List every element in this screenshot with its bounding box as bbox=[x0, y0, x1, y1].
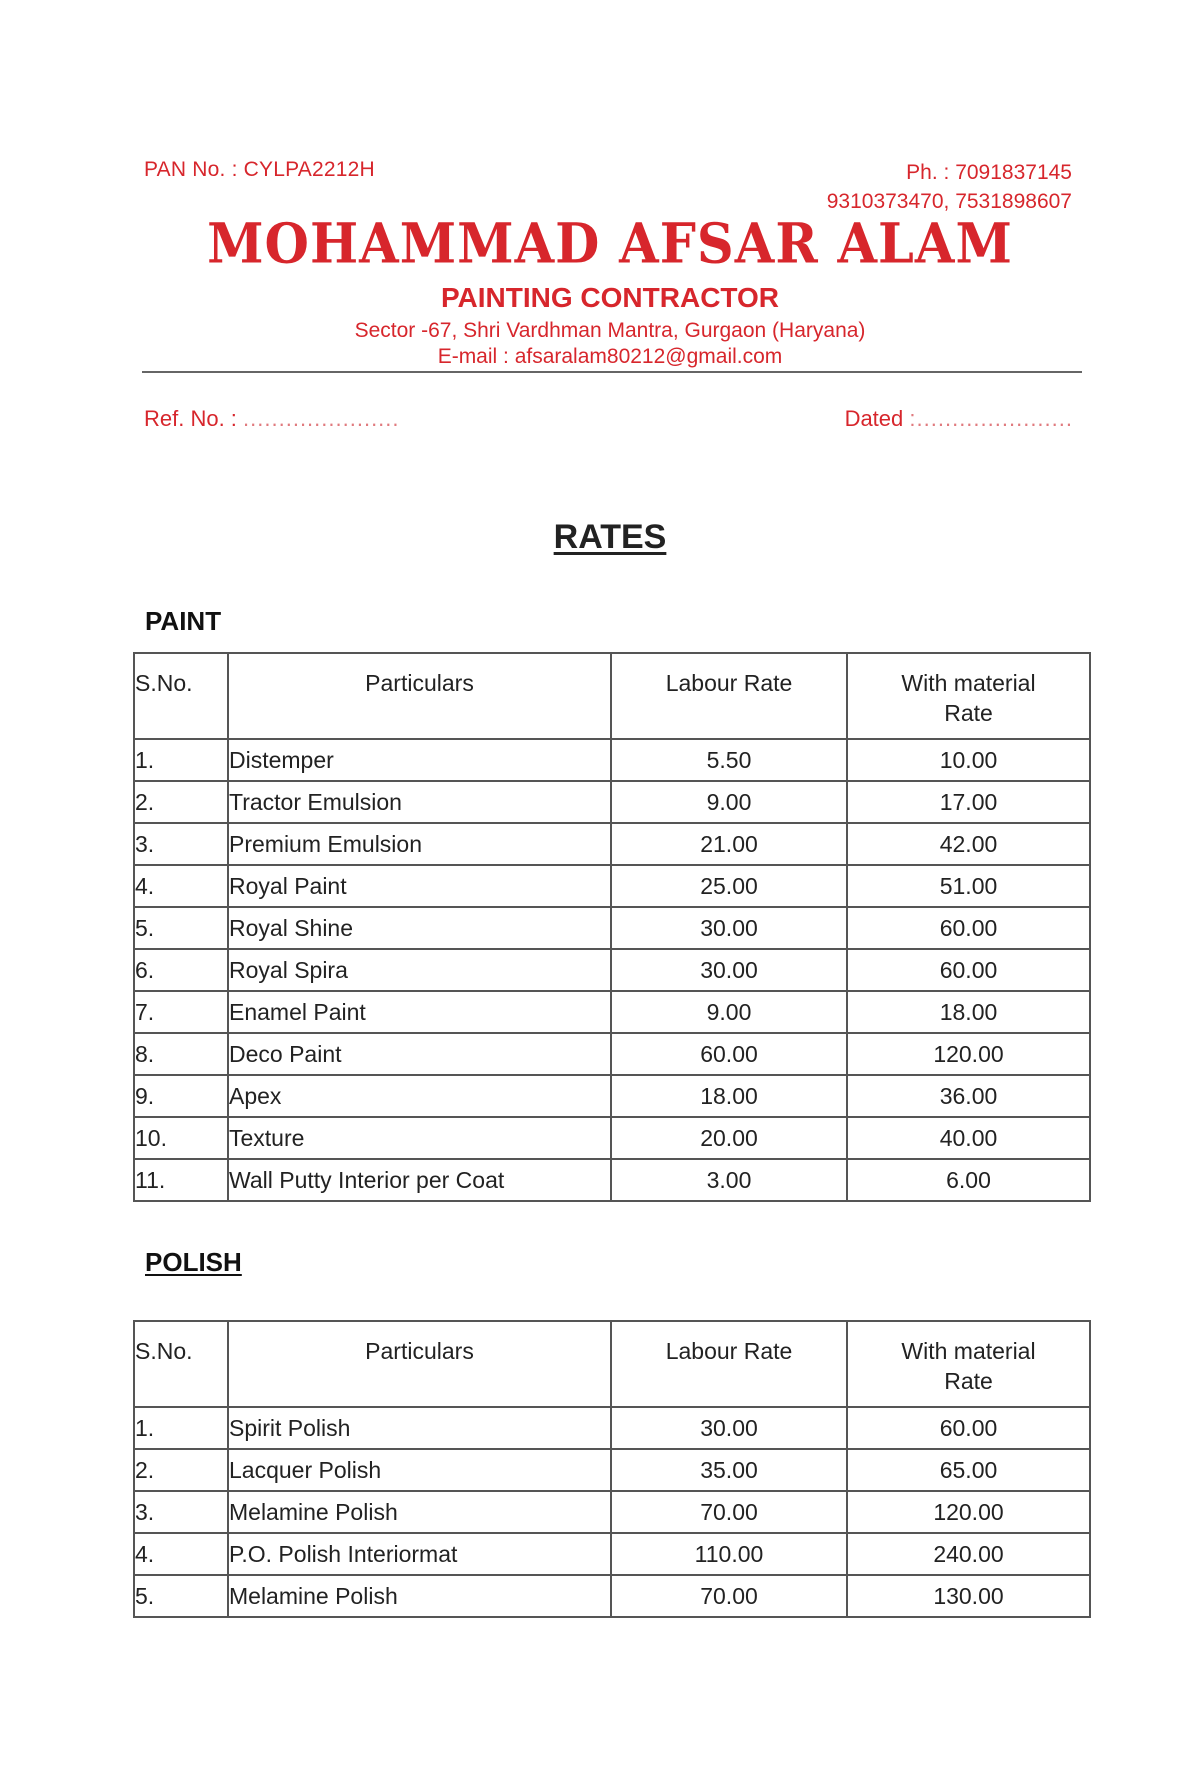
cell-labour-rate: 110.00 bbox=[611, 1533, 847, 1575]
table-row bbox=[134, 1159, 1090, 1201]
cell-material-rate: 60.00 bbox=[847, 907, 1090, 949]
page-title: RATES bbox=[553, 518, 667, 556]
pan-number: PAN No. : CYLPA2212H bbox=[144, 158, 375, 181]
column-header-sno: S.No. bbox=[134, 653, 228, 739]
cell-particular: Apex bbox=[228, 1075, 611, 1117]
cell-material-rate: 18.00 bbox=[847, 991, 1090, 1033]
cell-sno: 8. bbox=[134, 1033, 228, 1075]
cell-particular: Distemper bbox=[228, 739, 611, 781]
cell-material-rate: 130.00 bbox=[847, 1575, 1090, 1617]
cell-labour-rate: 20.00 bbox=[611, 1117, 847, 1159]
cell-particular: Royal Paint bbox=[228, 865, 611, 907]
paint-rates-table bbox=[133, 652, 1091, 1202]
material-header-line-1: With material bbox=[901, 670, 1036, 696]
polish-section-heading: POLISH bbox=[145, 1247, 242, 1277]
table-row bbox=[134, 1075, 1090, 1117]
cell-particular: Royal Shine bbox=[228, 907, 611, 949]
material-header-line-2: Rate bbox=[944, 1368, 993, 1394]
cell-labour-rate: 9.00 bbox=[611, 781, 847, 823]
cell-material-rate: 40.00 bbox=[847, 1117, 1090, 1159]
cell-particular: Melamine Polish bbox=[228, 1491, 611, 1533]
profession-title: PAINTING CONTRACTOR bbox=[440, 282, 780, 313]
table-row bbox=[134, 739, 1090, 781]
table-row bbox=[134, 1449, 1090, 1491]
column-header-particulars: Particulars bbox=[228, 653, 611, 739]
cell-sno: 2. bbox=[134, 781, 228, 823]
cell-sno: 9. bbox=[134, 1075, 228, 1117]
column-header-material-rate bbox=[847, 1321, 1090, 1407]
cell-particular: Wall Putty Interior per Coat bbox=[228, 1159, 611, 1201]
column-header-sno: S.No. bbox=[134, 1321, 228, 1407]
dated-label: Dated bbox=[844, 406, 904, 431]
paint-table-body bbox=[134, 739, 1090, 1201]
table-row bbox=[134, 1407, 1090, 1449]
material-header-line-1: With material bbox=[901, 1338, 1036, 1364]
phone-line-1: Ph. : 7091837145 bbox=[906, 161, 1072, 184]
table-header-row bbox=[134, 653, 1090, 739]
email-line: E-mail : afsaralam80212@gmail.com bbox=[437, 345, 783, 368]
cell-sno: 3. bbox=[134, 1491, 228, 1533]
paint-section-heading: PAINT bbox=[145, 606, 222, 636]
cell-particular: Spirit Polish bbox=[228, 1407, 611, 1449]
cell-material-rate: 36.00 bbox=[847, 1075, 1090, 1117]
cell-particular: Premium Emulsion bbox=[228, 823, 611, 865]
cell-material-rate: 120.00 bbox=[847, 1033, 1090, 1075]
phone-numbers bbox=[827, 158, 1072, 216]
cell-labour-rate: 9.00 bbox=[611, 991, 847, 1033]
cell-sno: 6. bbox=[134, 949, 228, 991]
cell-material-rate: 6.00 bbox=[847, 1159, 1090, 1201]
table-row bbox=[134, 1033, 1090, 1075]
table-row bbox=[134, 907, 1090, 949]
cell-material-rate: 240.00 bbox=[847, 1533, 1090, 1575]
cell-sno: 5. bbox=[134, 907, 228, 949]
cell-sno: 11. bbox=[134, 1159, 228, 1201]
cell-material-rate: 17.00 bbox=[847, 781, 1090, 823]
cell-labour-rate: 18.00 bbox=[611, 1075, 847, 1117]
column-header-labour-rate: Labour Rate bbox=[611, 653, 847, 739]
cell-labour-rate: 60.00 bbox=[611, 1033, 847, 1075]
cell-particular: Texture bbox=[228, 1117, 611, 1159]
address-line: Sector -67, Shri Vardhman Mantra, Gurgaon (Haryana) bbox=[354, 319, 866, 342]
cell-labour-rate: 5.50 bbox=[611, 739, 847, 781]
dated-blank: :...................... bbox=[909, 406, 1073, 431]
column-header-material-rate bbox=[847, 653, 1090, 739]
polish-table-body bbox=[134, 1407, 1090, 1617]
column-header-particulars: Particulars bbox=[228, 1321, 611, 1407]
table-header-row bbox=[134, 1321, 1090, 1407]
ref-blank: ...................... bbox=[243, 406, 400, 431]
cell-material-rate: 51.00 bbox=[847, 865, 1090, 907]
header-divider bbox=[142, 371, 1082, 373]
cell-sno: 5. bbox=[134, 1575, 228, 1617]
cell-particular: Melamine Polish bbox=[228, 1575, 611, 1617]
cell-material-rate: 10.00 bbox=[847, 739, 1090, 781]
cell-particular: Deco Paint bbox=[228, 1033, 611, 1075]
phone-line-2: 9310373470, 7531898607 bbox=[826, 190, 1072, 213]
cell-particular: Tractor Emulsion bbox=[228, 781, 611, 823]
cell-labour-rate: 70.00 bbox=[611, 1575, 847, 1617]
material-header-line-2: Rate bbox=[944, 700, 993, 726]
polish-rates-table bbox=[133, 1320, 1091, 1618]
column-header-labour-rate: Labour Rate bbox=[611, 1321, 847, 1407]
address-block bbox=[0, 318, 1200, 370]
cell-material-rate: 65.00 bbox=[847, 1449, 1090, 1491]
cell-sno: 2. bbox=[134, 1449, 228, 1491]
cell-labour-rate: 70.00 bbox=[611, 1491, 847, 1533]
table-row bbox=[134, 991, 1090, 1033]
cell-material-rate: 60.00 bbox=[847, 949, 1090, 991]
cell-sno: 3. bbox=[134, 823, 228, 865]
table-row bbox=[134, 1533, 1090, 1575]
table-row bbox=[134, 1575, 1090, 1617]
table-row bbox=[134, 1117, 1090, 1159]
reference-number bbox=[144, 406, 400, 432]
date-field bbox=[845, 406, 1073, 432]
contractor-name: MOHAMMAD AFSAR ALAM bbox=[207, 211, 1013, 277]
cell-sno: 4. bbox=[134, 1533, 228, 1575]
cell-particular: Lacquer Polish bbox=[228, 1449, 611, 1491]
cell-labour-rate: 35.00 bbox=[611, 1449, 847, 1491]
table-row bbox=[134, 949, 1090, 991]
cell-labour-rate: 30.00 bbox=[611, 1407, 847, 1449]
cell-particular: Royal Spira bbox=[228, 949, 611, 991]
cell-sno: 4. bbox=[134, 865, 228, 907]
cell-labour-rate: 30.00 bbox=[611, 949, 847, 991]
cell-sno: 1. bbox=[134, 739, 228, 781]
cell-material-rate: 42.00 bbox=[847, 823, 1090, 865]
cell-labour-rate: 21.00 bbox=[611, 823, 847, 865]
cell-labour-rate: 3.00 bbox=[611, 1159, 847, 1201]
cell-material-rate: 60.00 bbox=[847, 1407, 1090, 1449]
table-row bbox=[134, 1491, 1090, 1533]
table-row bbox=[134, 781, 1090, 823]
cell-labour-rate: 25.00 bbox=[611, 865, 847, 907]
ref-label: Ref. No. : bbox=[144, 406, 237, 431]
cell-sno: 10. bbox=[134, 1117, 228, 1159]
table-row bbox=[134, 823, 1090, 865]
cell-sno: 1. bbox=[134, 1407, 228, 1449]
cell-particular: Enamel Paint bbox=[228, 991, 611, 1033]
cell-sno: 7. bbox=[134, 991, 228, 1033]
cell-labour-rate: 30.00 bbox=[611, 907, 847, 949]
table-row bbox=[134, 865, 1090, 907]
cell-particular: P.O. Polish Interiormat bbox=[228, 1533, 611, 1575]
cell-material-rate: 120.00 bbox=[847, 1491, 1090, 1533]
